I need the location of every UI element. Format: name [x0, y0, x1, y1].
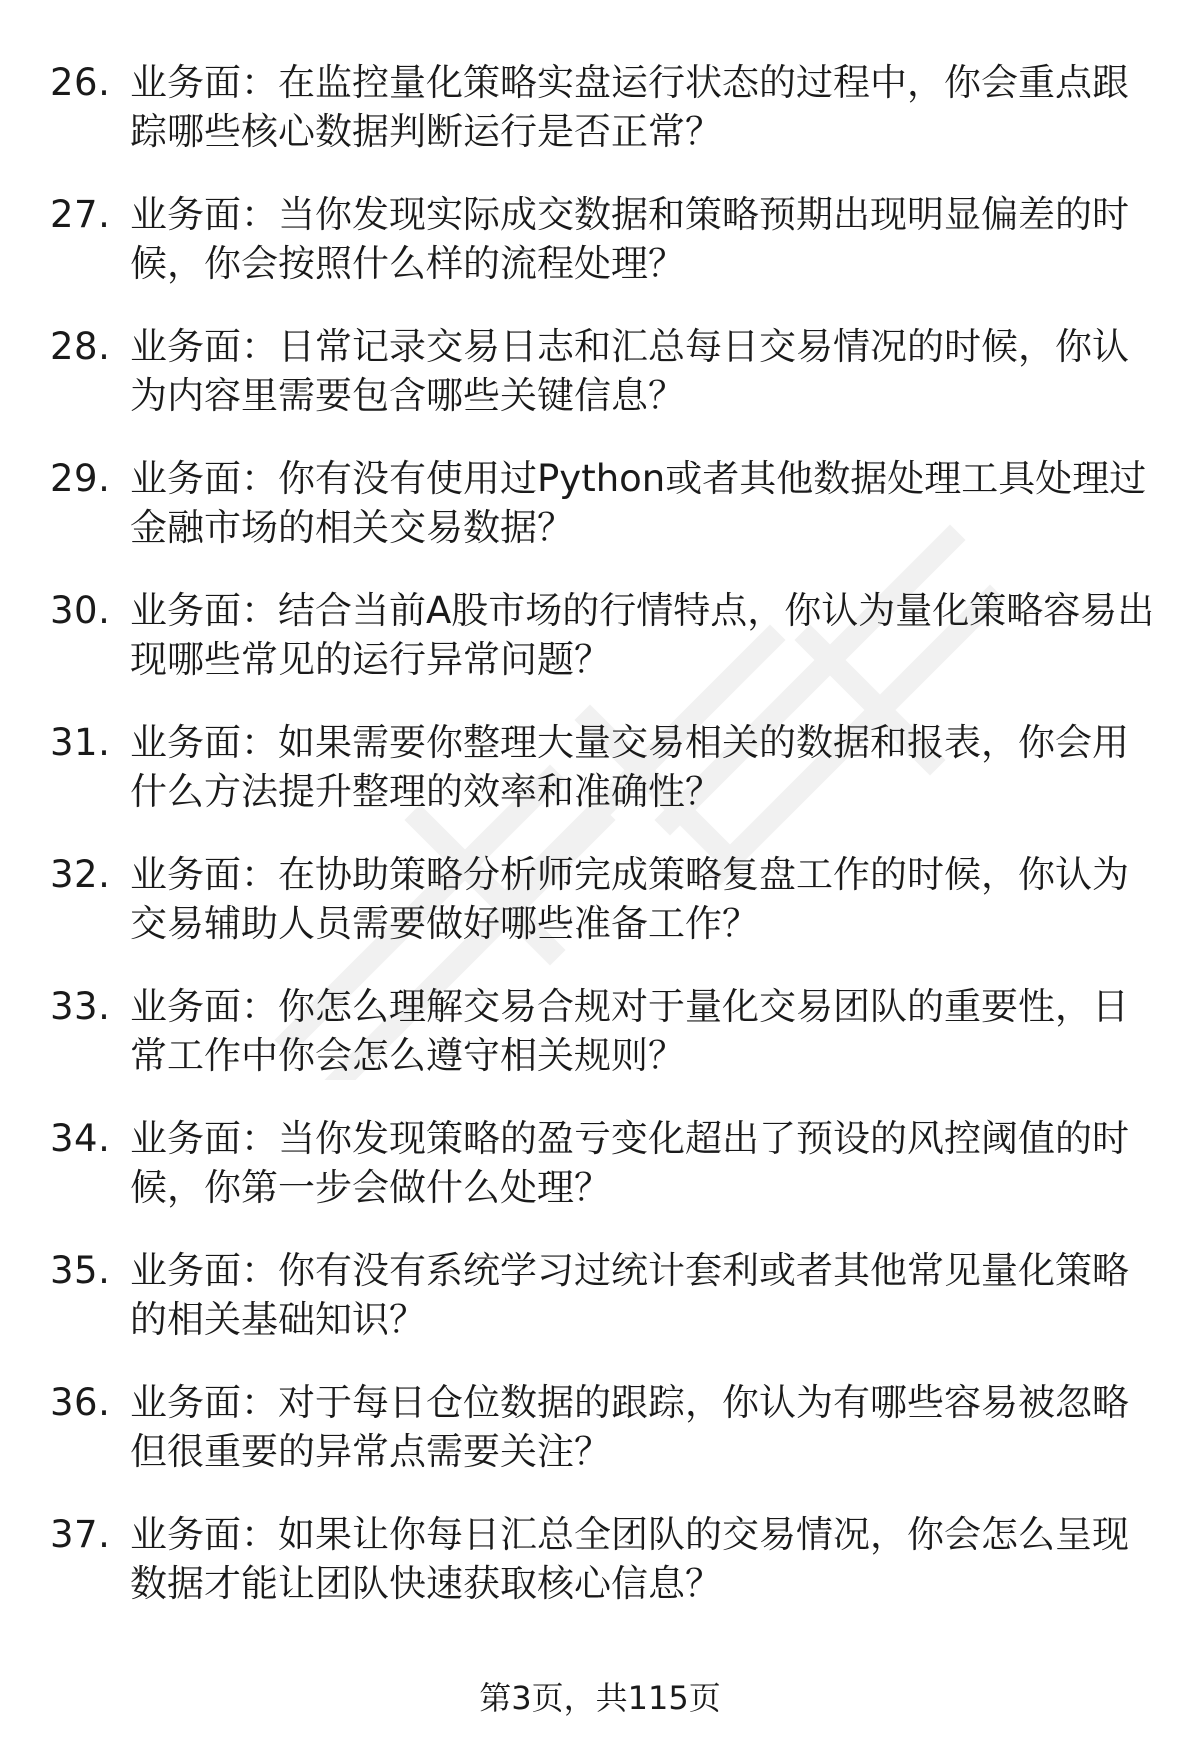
question-number: 30.: [50, 589, 111, 632]
question-item: [50, 1246, 1160, 1378]
question-text: 日常记录交易日志和汇总每日交易情况的时候，你认为内容里需要包含哪些关键信息？: [130, 325, 1129, 417]
question-category: 业务面：: [130, 721, 278, 764]
question-category: 业务面：: [130, 61, 278, 104]
question-body: [130, 1246, 1160, 1344]
question-body: [130, 58, 1160, 156]
question-number: 28.: [50, 325, 111, 368]
question-body: [130, 586, 1160, 684]
question-category: 业务面：: [130, 985, 278, 1028]
question-number: 29.: [50, 457, 111, 500]
question-category: 业务面：: [130, 1513, 278, 1556]
question-item: [50, 1378, 1160, 1510]
question-body: [130, 718, 1160, 816]
question-category: 业务面：: [130, 1381, 278, 1424]
question-item: [50, 454, 1160, 586]
question-category: 业务面：: [130, 193, 278, 236]
question-body: [130, 454, 1160, 552]
question-item: [50, 982, 1160, 1114]
question-number: 36.: [50, 1381, 111, 1424]
question-item: [50, 322, 1160, 454]
question-text: 如果需要你整理大量交易相关的数据和报表，你会用什么方法提升整理的效率和准确性？: [130, 721, 1129, 813]
question-number: 33.: [50, 985, 111, 1028]
question-item: [50, 1510, 1160, 1642]
question-number: 32.: [50, 853, 111, 896]
question-text: 在协助策略分析师完成策略复盘工作的时候，你认为交易辅助人员需要做好哪些准备工作？: [130, 853, 1129, 945]
question-number: 31.: [50, 721, 111, 764]
question-number: 34.: [50, 1117, 111, 1160]
question-number: 35.: [50, 1249, 111, 1292]
question-text: 你有没有使用过Python或者其他数据处理工具处理过金融市场的相关交易数据？: [130, 457, 1147, 549]
question-number: 26.: [50, 61, 111, 104]
question-body: [130, 1510, 1160, 1608]
question-text: 在监控量化策略实盘运行状态的过程中，你会重点跟踪哪些核心数据判断运行是否正常？: [130, 61, 1129, 153]
question-body: [130, 1114, 1160, 1212]
question-number: 37.: [50, 1513, 111, 1556]
question-body: [130, 850, 1160, 948]
question-number: 27.: [50, 193, 111, 236]
question-item: [50, 190, 1160, 322]
question-item: [50, 850, 1160, 982]
question-body: [130, 190, 1160, 288]
question-text: 结合当前A股市场的行情特点，你认为量化策略容易出现哪些常见的运行异常问题？: [130, 589, 1155, 681]
question-category: 业务面：: [130, 457, 278, 500]
question-body: [130, 982, 1160, 1080]
question-item: [50, 718, 1160, 850]
question-text: 当你发现策略的盈亏变化超出了预设的风控阈值的时候，你第一步会做什么处理？: [130, 1117, 1129, 1209]
question-body: [130, 322, 1160, 420]
question-item: [50, 1114, 1160, 1246]
question-text: 你有没有系统学习过统计套利或者其他常见量化策略的相关基础知识？: [130, 1249, 1129, 1341]
question-text: 你怎么理解交易合规对于量化交易团队的重要性，日常工作中你会怎么遵守相关规则？: [130, 985, 1129, 1077]
page-number: 第3页，共115页: [479, 1679, 721, 1717]
question-text: 当你发现实际成交数据和策略预期出现明显偏差的时候，你会按照什么样的流程处理？: [130, 193, 1129, 285]
question-item: [50, 586, 1160, 718]
question-body: [130, 1378, 1160, 1476]
question-category: 业务面：: [130, 589, 278, 632]
question-list: [50, 58, 1160, 1642]
question-item: [50, 58, 1160, 190]
question-category: 业务面：: [130, 1117, 278, 1160]
question-text: 如果让你每日汇总全团队的交易情况，你会怎么呈现数据才能让团队快速获取核心信息？: [130, 1513, 1129, 1605]
question-category: 业务面：: [130, 1249, 278, 1292]
question-text: 对于每日仓位数据的跟踪，你认为有哪些容易被忽略但很重要的异常点需要关注？: [130, 1381, 1129, 1473]
question-category: 业务面：: [130, 853, 278, 896]
question-category: 业务面：: [130, 325, 278, 368]
